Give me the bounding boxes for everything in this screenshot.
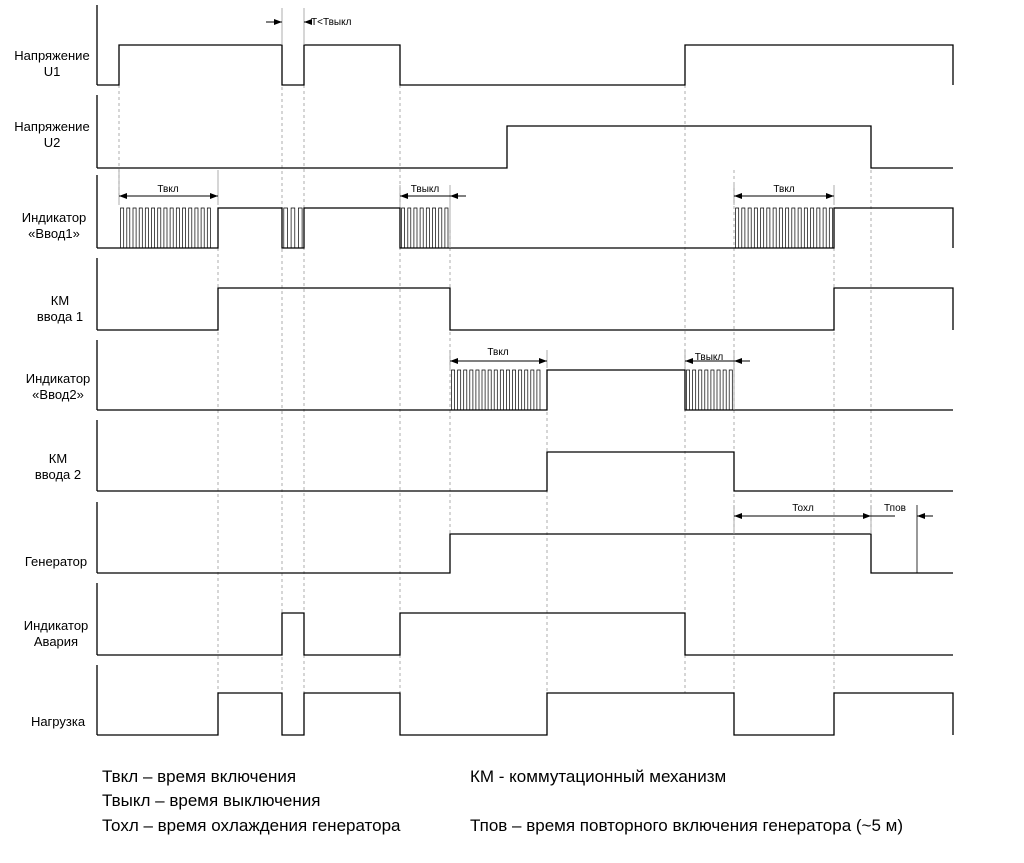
legend-tcool: Тохл – время охлаждения генератора	[102, 816, 401, 835]
annotation-toff-1: Твыкл	[410, 184, 440, 195]
label-alarm-line1: Индикатор	[23, 618, 89, 633]
annotation-t-less-toff: Т<Твыкл	[311, 17, 352, 28]
label-u1-line2: U1	[43, 64, 61, 79]
row-indicator-input1	[97, 170, 953, 248]
label-ind2-line1: Индикатор	[25, 371, 91, 386]
annotation-trestart: Тпов	[884, 503, 906, 514]
label-alarm-line2: Авария	[33, 634, 79, 649]
row-labels	[14, 48, 90, 729]
legend	[102, 767, 903, 835]
label-ind1-line1: Индикатор	[21, 210, 87, 225]
reference-lines	[119, 45, 871, 693]
row-indicator-input2	[97, 340, 953, 410]
label-generator: Генератор	[24, 554, 88, 569]
row-u2	[97, 95, 953, 168]
ind1-blink-c-pulses	[402, 208, 448, 248]
annotation-tcool: Тохл	[792, 503, 814, 514]
label-u2-line1: Напряжение	[14, 119, 90, 134]
label-u1-line1: Напряжение	[14, 48, 90, 63]
annotation-ton-1: Твкл	[157, 184, 179, 195]
row-km-input1	[97, 258, 953, 330]
annotation-ton-2: Твкл	[487, 347, 509, 358]
label-km1-line2: ввода 1	[36, 309, 84, 324]
annotation-toff-2: Твыкл	[694, 352, 724, 363]
legend-trestart: Тпов – время повторного включения генератора (~5 м)	[470, 816, 903, 835]
label-u2-line2: U2	[43, 135, 61, 150]
row-km-input2	[97, 420, 953, 491]
label-km2-line2: ввода 2	[34, 467, 82, 482]
ind2-blink-a-pulses	[452, 370, 541, 410]
legend-km: КМ - коммутационный механизм	[470, 767, 727, 786]
legend-ton: Твкл – время включения	[102, 767, 297, 786]
label-ind1-line2: «Ввод1»	[28, 226, 80, 241]
ind2-blink-b-pulses	[687, 370, 733, 410]
row-load	[97, 665, 953, 735]
ind1-blink-d-pulses	[736, 208, 833, 248]
label-ind2-line2: «Ввод2»	[32, 387, 84, 402]
row-generator	[97, 502, 953, 573]
annotation-ton-3: Твкл	[773, 184, 795, 195]
label-load: Нагрузка	[30, 714, 86, 729]
ind1-blink-a-pulses	[121, 208, 211, 248]
label-km2-line1: КМ	[48, 451, 68, 466]
label-km1-line1: КМ	[50, 293, 70, 308]
legend-toff: Твыкл – время выключения	[102, 791, 321, 810]
row-alarm-indicator	[97, 583, 953, 655]
ind1-blink-b-pulses	[284, 208, 302, 248]
row-u1	[97, 5, 953, 85]
